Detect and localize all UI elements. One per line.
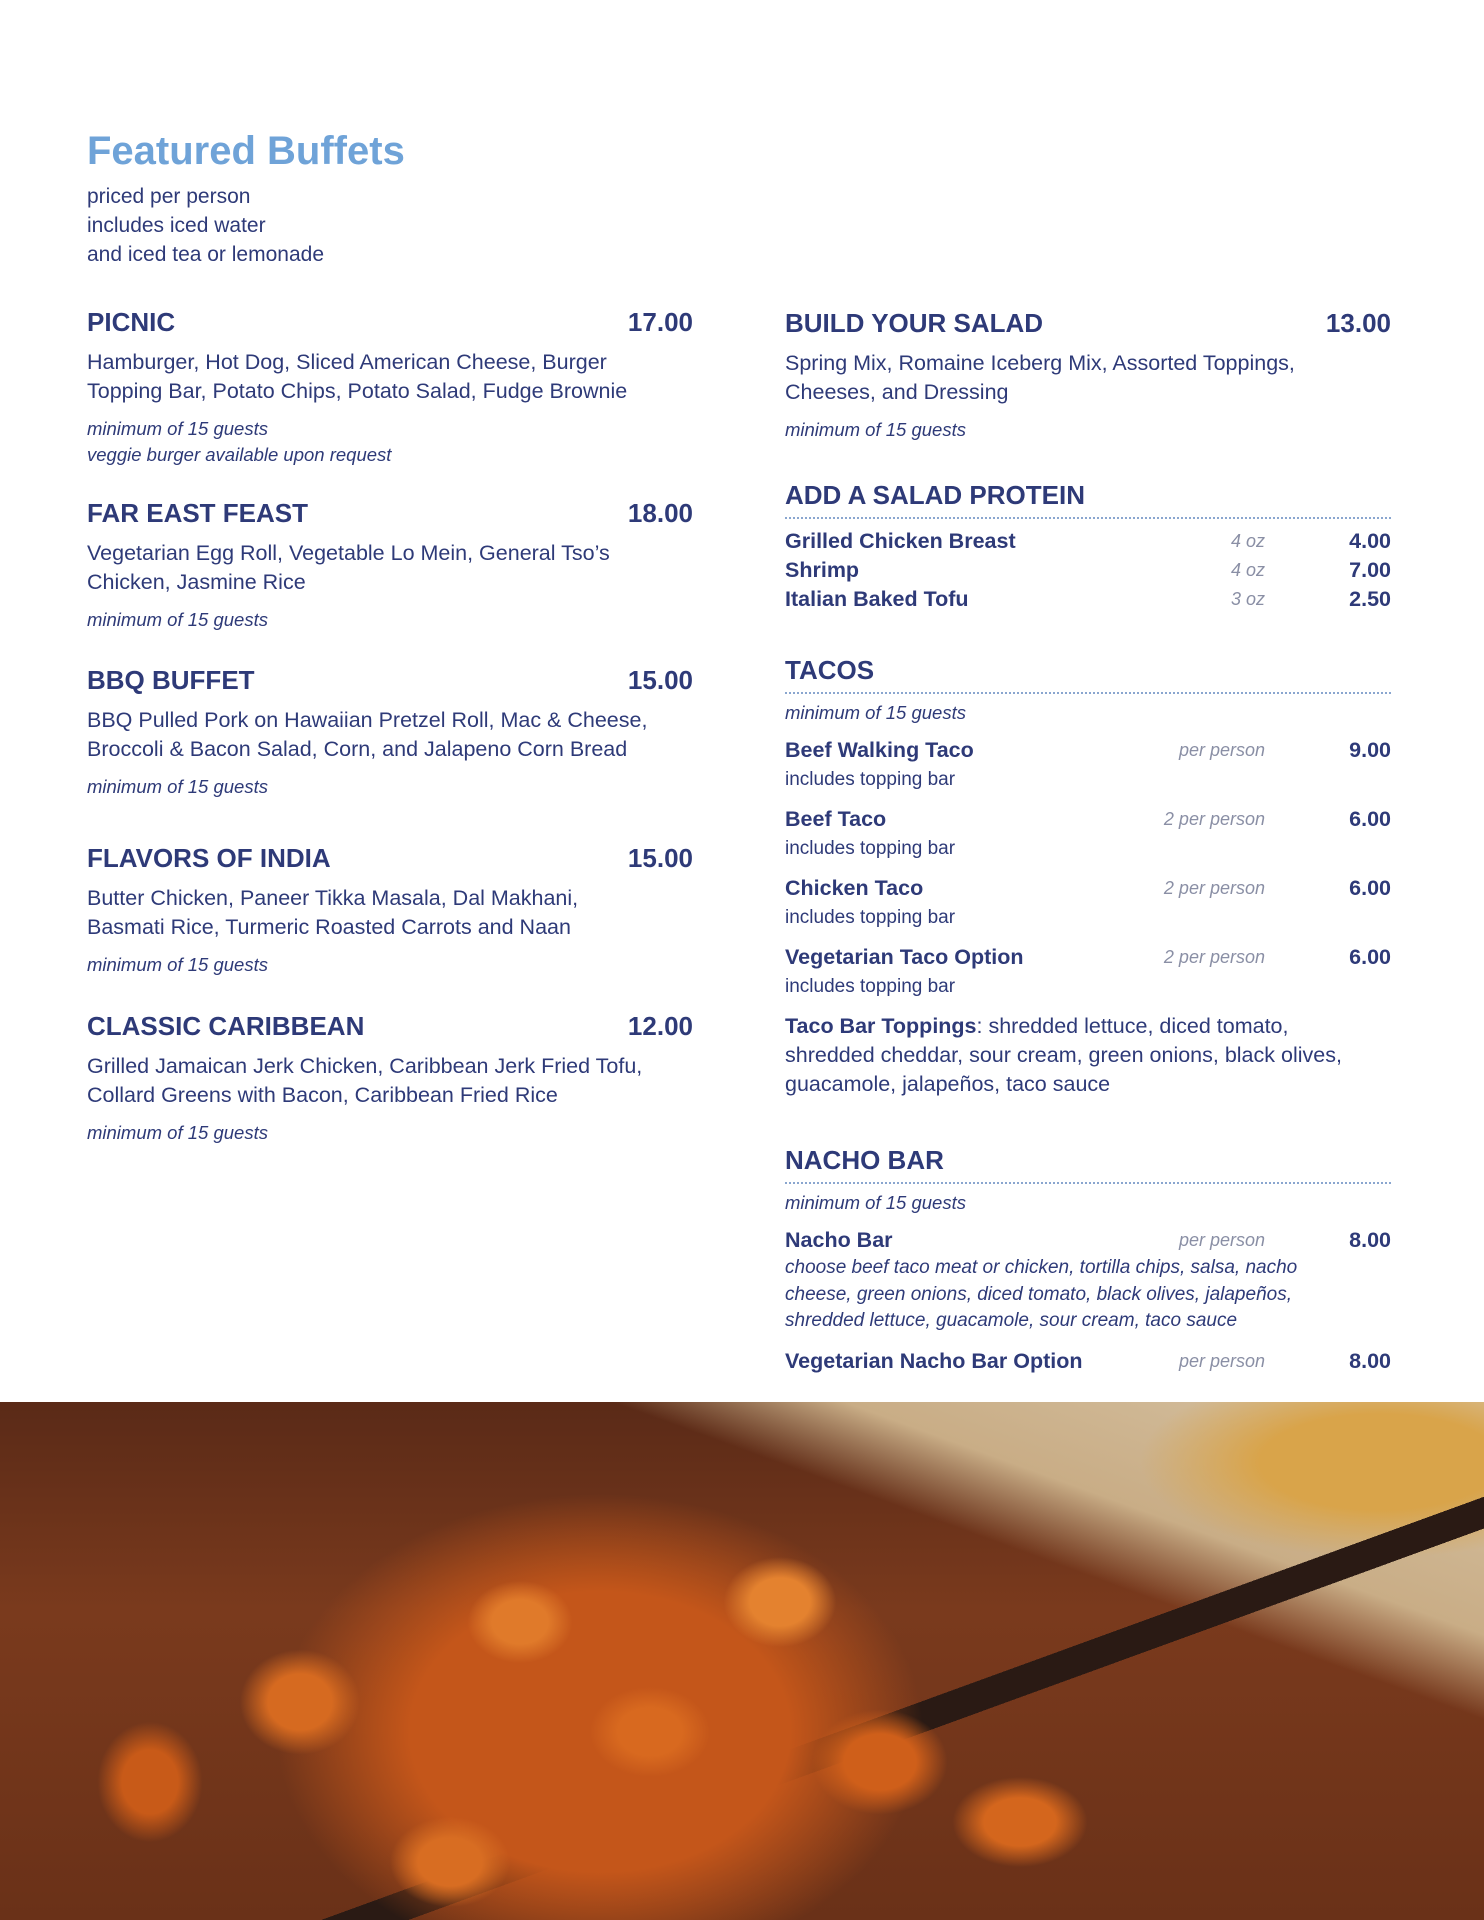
section-heading: TACOS bbox=[785, 655, 875, 685]
buffet-price: 15.00 bbox=[627, 843, 693, 873]
item-name: Chicken Taco bbox=[785, 876, 924, 900]
item-price: 6.00 bbox=[1349, 807, 1391, 831]
taco-toppings bbox=[785, 1012, 1391, 1099]
desc-line: Vegetarian Egg Roll, Vegetable Lo Mein, General Tso’s bbox=[87, 541, 610, 565]
item-qty: 4 oz bbox=[1230, 560, 1265, 580]
item-name: Nacho Bar bbox=[785, 1228, 893, 1252]
taco-item bbox=[785, 736, 1391, 805]
note: minimum of 15 guests bbox=[87, 954, 268, 975]
item-qty: per person bbox=[1178, 740, 1265, 760]
item-name: Vegetarian Nacho Bar Option bbox=[785, 1348, 1083, 1373]
subtitle-line: priced per person bbox=[87, 185, 251, 208]
buffet-name: PICNIC bbox=[87, 307, 176, 337]
protein-row bbox=[785, 527, 1391, 556]
item-price: 2.50 bbox=[1349, 587, 1391, 611]
buffet-price: 15.00 bbox=[627, 665, 693, 695]
tacos-section bbox=[785, 654, 1391, 1099]
item-qty: 4 oz bbox=[1230, 531, 1265, 551]
buffet-name: FAR EAST FEAST bbox=[87, 498, 309, 528]
note: minimum of 15 guests bbox=[785, 1192, 966, 1213]
note: minimum of 15 guests bbox=[785, 419, 966, 440]
item-qty: 3 oz bbox=[1230, 589, 1265, 609]
section-heading: NACHO BAR bbox=[785, 1145, 944, 1175]
subtitle-line: includes iced water bbox=[87, 214, 266, 237]
item-name: Beef Walking Taco bbox=[785, 738, 974, 762]
item-sub: includes topping bar bbox=[785, 907, 956, 928]
item-sub: includes topping bar bbox=[785, 976, 956, 997]
desc-line: Spring Mix, Romaine Iceberg Mix, Assorted Toppings, bbox=[785, 351, 1295, 375]
item-price: 8.00 bbox=[1349, 1228, 1391, 1252]
buffet-classic-caribbean bbox=[87, 1010, 693, 1146]
desc-line: BBQ Pulled Pork on Hawaiian Pretzel Roll, Mac & Cheese, bbox=[87, 708, 648, 732]
desc-line: Collard Greens with Bacon, Caribbean Fried Rice bbox=[87, 1083, 558, 1107]
item-price: 7.00 bbox=[1349, 558, 1391, 582]
item-price: 6.00 bbox=[1349, 876, 1391, 900]
desc-line: Chicken, Jasmine Rice bbox=[87, 570, 306, 594]
desc-line: Grilled Jamaican Jerk Chicken, Caribbean Jerk Fried Tofu, bbox=[87, 1054, 643, 1078]
divider bbox=[785, 1182, 1391, 1184]
desc-line: Basmati Rice, Turmeric Roasted Carrots and Naan bbox=[87, 915, 571, 939]
desc-line: Topping Bar, Potato Chips, Potato Salad, Fudge Brownie bbox=[87, 379, 628, 403]
nacho-item bbox=[785, 1347, 1391, 1376]
item-qty: 2 per person bbox=[1163, 809, 1265, 829]
buffet-price: 12.00 bbox=[627, 1011, 693, 1041]
buffet-name: BBQ BUFFET bbox=[87, 665, 255, 695]
subtitle bbox=[87, 182, 324, 269]
toppings-label: Taco Bar Toppings bbox=[785, 1014, 977, 1038]
item-qty: 2 per person bbox=[1163, 878, 1265, 898]
protein-row bbox=[785, 556, 1391, 585]
item-price: 4.00 bbox=[1349, 529, 1391, 553]
item-desc: cheese, green onions, diced tomato, black olives, jalapeños, bbox=[785, 1283, 1292, 1305]
page-title: Featured Buffets bbox=[87, 129, 405, 173]
protein-row bbox=[785, 585, 1391, 614]
desc-line: Hamburger, Hot Dog, Sliced American Cheese, Burger bbox=[87, 350, 607, 374]
subtitle-line: and iced tea or lemonade bbox=[87, 243, 324, 266]
section-price: 13.00 bbox=[1325, 308, 1391, 338]
desc-line: Cheeses, and Dressing bbox=[785, 380, 1009, 404]
note: veggie burger available upon request bbox=[87, 444, 392, 465]
desc-line: Butter Chicken, Paneer Tikka Masala, Dal Makhani, bbox=[87, 886, 579, 910]
item-name: Shrimp bbox=[785, 558, 860, 582]
buffet-name: FLAVORS OF INDIA bbox=[87, 843, 331, 873]
item-price: 9.00 bbox=[1349, 738, 1391, 762]
divider bbox=[785, 692, 1391, 694]
food-photo-general-tso-chicken bbox=[0, 1402, 1484, 1920]
buffet-flavors-of-india bbox=[87, 842, 693, 978]
buffet-picnic bbox=[87, 306, 693, 468]
build-your-salad bbox=[785, 307, 1391, 443]
item-price: 8.00 bbox=[1349, 1348, 1391, 1373]
section-heading: ADD A SALAD PROTEIN bbox=[785, 480, 1085, 510]
note: minimum of 15 guests bbox=[87, 1122, 268, 1143]
toppings-line: shredded cheddar, sour cream, green onions, black olives, bbox=[785, 1043, 1342, 1067]
salad-protein-section bbox=[785, 479, 1391, 614]
item-qty: per person bbox=[1178, 1230, 1265, 1250]
note: minimum of 15 guests bbox=[87, 776, 268, 797]
item-name: Beef Taco bbox=[785, 807, 887, 831]
buffet-bbq bbox=[87, 664, 693, 800]
taco-item bbox=[785, 805, 1391, 874]
nacho-item bbox=[785, 1226, 1391, 1335]
item-qty: 2 per person bbox=[1163, 947, 1265, 967]
item-name: Grilled Chicken Breast bbox=[785, 529, 1016, 553]
item-desc: choose beef taco meat or chicken, tortilla chips, salsa, nacho bbox=[785, 1257, 1298, 1278]
toppings-line: : shredded lettuce, diced tomato, bbox=[976, 1014, 1289, 1038]
taco-item bbox=[785, 943, 1391, 1012]
buffet-name: CLASSIC CARIBBEAN bbox=[87, 1011, 365, 1041]
desc-line: Broccoli & Bacon Salad, Corn, and Jalapeno Corn Bread bbox=[87, 737, 628, 761]
buffet-far-east-feast bbox=[87, 497, 693, 633]
item-desc: shredded lettuce, guacamole, sour cream, taco sauce bbox=[785, 1310, 1238, 1331]
item-name: Italian Baked Tofu bbox=[785, 587, 969, 611]
note: minimum of 15 guests bbox=[87, 609, 268, 630]
divider bbox=[785, 517, 1391, 519]
buffet-price: 18.00 bbox=[627, 498, 693, 528]
item-name: Vegetarian Taco Option bbox=[785, 945, 1024, 969]
section-name: BUILD YOUR SALAD bbox=[785, 308, 1044, 338]
item-qty: per person bbox=[1178, 1350, 1265, 1371]
item-sub: includes topping bar bbox=[785, 838, 956, 859]
note: minimum of 15 guests bbox=[87, 418, 268, 439]
buffet-price: 17.00 bbox=[627, 307, 693, 337]
note: minimum of 15 guests bbox=[785, 702, 966, 723]
item-price: 6.00 bbox=[1349, 945, 1391, 969]
nacho-bar-section bbox=[785, 1144, 1391, 1376]
item-sub: includes topping bar bbox=[785, 769, 956, 790]
taco-item bbox=[785, 874, 1391, 943]
toppings-line: guacamole, jalapeños, taco sauce bbox=[785, 1072, 1111, 1096]
